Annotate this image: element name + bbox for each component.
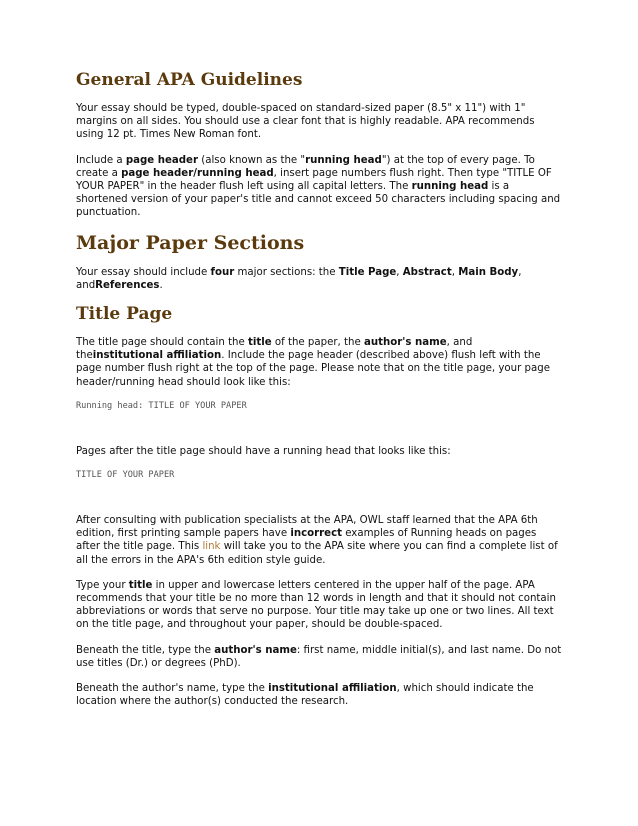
major-paragraph-1: Your essay should include four major sections: the Title Page, Abstract, Main Body, andReferences. xyxy=(76,266,522,291)
running-head-example-other-pages: TITLE OF YOUR PAPER xyxy=(76,470,175,481)
titlepage-paragraph-4: Type your title in upper and lowercase letters centered in the upper half of the page. APA recommends that your title be no more than 12 words in length and that it should not contain abbreviations or words that serve no purpose. Your title may take up one or two lines. All text on the title page, and throughout your paper, should be double-spaced. xyxy=(76,579,556,631)
titlepage-paragraph-5: Beneath the title, type the author's name: first name, middle initial(s), and last name. Do not use titles (Dr.) or degrees (PhD). xyxy=(76,644,562,669)
general-paragraph-1: Your essay should be typed, double-spaced on standard-sized paper (8.5" x 11") with 1" margins on all sides. You should use a clear font that is highly readable. APA recommends using 12 pt. Times New Roman font. xyxy=(76,103,535,141)
running-head-example-title-page: Running head: TITLE OF YOUR PAPER xyxy=(76,400,247,411)
major-sections-heading: Major Paper Sections xyxy=(76,231,305,254)
document-page xyxy=(76,70,562,720)
apa-errata-link[interactable]: link xyxy=(202,541,221,553)
general-paragraph-2: Include a page header (also known as the "running head") at the top of every page. To create a page header/running head, insert page numbers flush right. Then type "TITLE OF YOUR PAPER" in the header flush left using all capital letters. The running head is a shortened version of your paper's title and cannot exceed 50 characters including spacing and punctuation. xyxy=(76,154,561,219)
titlepage-paragraph-3: After consulting with publication specialists at the APA, OWL staff learned that the APA 6th edition, first printing sample papers have incorrect examples of Running heads on pages after the title page. This link will take you to the APA site where you can find a complete list of all the errors in the APA's 6th edition style guide. xyxy=(76,515,558,566)
titlepage-paragraph-6: Beneath the author's name, type the institutional affiliation, which should indicate the location where the author(s) conducted the research. xyxy=(76,683,534,708)
general-guidelines-heading: General APA Guidelines xyxy=(76,70,303,90)
titlepage-paragraph-2: Pages after the title page should have a running head that looks like this: xyxy=(76,445,451,457)
titlepage-paragraph-1: The title page should contain the title of the paper, the author's name, and theinstitutional affiliation. Include the page header (described above) flush left with the page number flush right at the top of the page. Please note that on the title page, your page header/running head should look like this: xyxy=(76,337,550,388)
title-page-heading: Title Page xyxy=(76,304,173,325)
